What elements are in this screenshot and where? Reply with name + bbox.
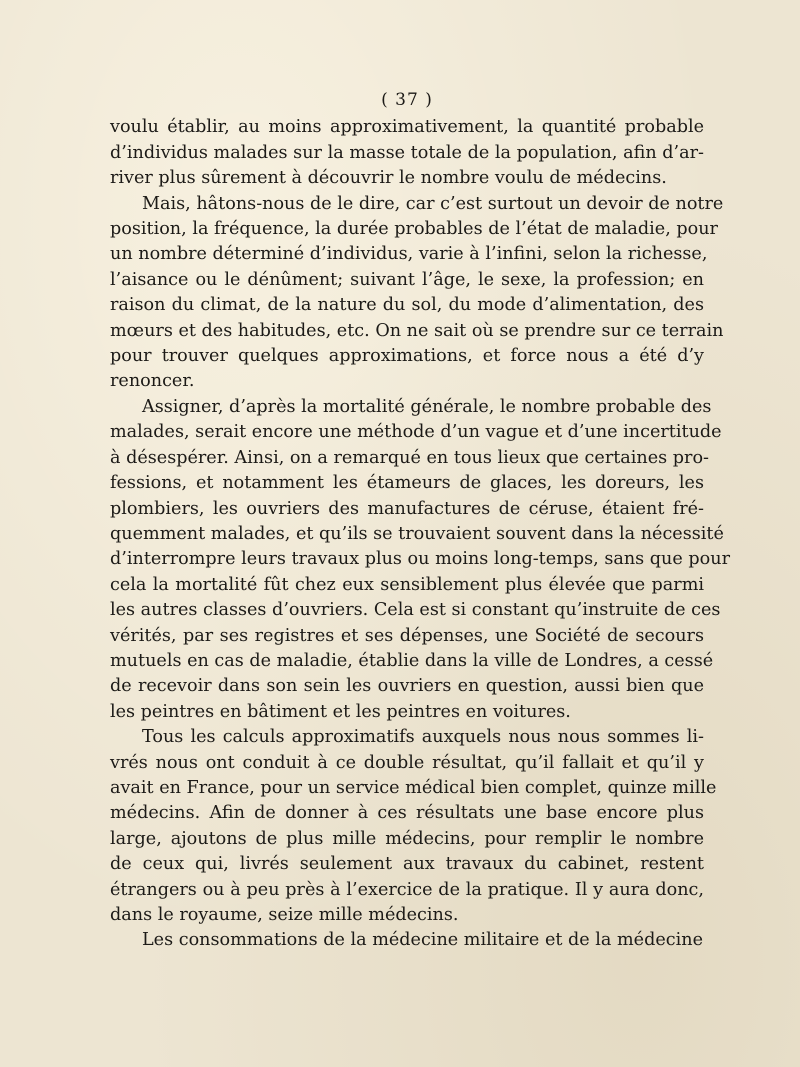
text-line: position, la fréquence, la durée probables de l’état de maladie, pour bbox=[110, 219, 718, 240]
text-line: plombiers, les ouvriers des manufactures de céruse, étaient fré- bbox=[110, 498, 704, 519]
text-line: Tous les calculs approximatifs auxquels nous nous sommes li- bbox=[142, 727, 704, 748]
text-line: à désespérer. Ainsi, on a remarqué en tous lieux que certaines pro- bbox=[110, 447, 709, 468]
text-line: Les consommations de la médecine militaire et de la médecine bbox=[142, 930, 703, 951]
text-line: d’interrompre leurs travaux plus ou moins long-temps, sans que pour bbox=[110, 549, 730, 570]
text-line: pour trouver quelques approximations, et force nous a été d’y bbox=[110, 346, 704, 367]
text-line: mœurs et des habitudes, etc. On ne sait où se prendre sur ce terrain bbox=[110, 320, 724, 341]
page-number: ( 37 ) bbox=[381, 90, 433, 110]
text-line: un nombre déterminé d’individus, varie à l’infini, selon la richesse, bbox=[110, 244, 708, 265]
text-line: raison du climat, de la nature du sol, du mode d’alimentation, des bbox=[110, 295, 704, 316]
text-line: dans le royaume, seize mille médecins. bbox=[110, 905, 459, 925]
paragraph bbox=[110, 115, 704, 191]
paragraph bbox=[110, 725, 717, 928]
text-line: avait en France, pour un service médical bien complet, quinze mille bbox=[110, 777, 717, 798]
text-line: médecins. Afin de donner à ces résultats une base encore plus bbox=[110, 803, 704, 824]
text-line: les peintres en bâtiment et les peintres en voitures. bbox=[110, 701, 571, 722]
text-line: malades, serait encore une méthode d’un vague et d’une incertitude bbox=[110, 422, 722, 443]
text-line: renoncer. bbox=[110, 371, 195, 392]
text-line: vérités, par ses registres et ses dépenses, une Société de secours bbox=[110, 625, 704, 646]
text-line: étrangers ou à peu près à l’exercice de la pratique. Il y aura donc, bbox=[110, 879, 704, 900]
text-line: fessions, et notamment les étameurs de glaces, les doreurs, les bbox=[110, 473, 704, 494]
text-line: les autres classes d’ouvriers. Cela est si constant qu’instruite de ces bbox=[110, 600, 721, 621]
paragraph bbox=[110, 928, 704, 953]
page-text bbox=[110, 88, 730, 954]
text-line: quemment malades, et qu’ils se trouvaient souvent dans la nécessité bbox=[110, 523, 724, 544]
text-line: cela la mortalité fût chez eux sensiblement plus élevée que parmi bbox=[110, 574, 704, 595]
text-line: voulu établir, au moins approximativement, la quantité probable bbox=[110, 117, 704, 138]
text-line: mutuels en cas de maladie, établie dans la ville de Londres, a cessé bbox=[110, 650, 714, 671]
text-line: Mais, hâtons-nous de le dire, car c’est surtout un devoir de notre bbox=[142, 193, 724, 214]
text-line: vrés nous ont conduit à ce double résultat, qu’il fallait et qu’il y bbox=[110, 752, 704, 773]
paragraph bbox=[110, 395, 730, 725]
text-line: de recevoir dans son sein les ouvriers en question, aussi bien que bbox=[110, 676, 704, 697]
text-line: large, ajoutons de plus mille médecins, pour remplir le nombre bbox=[110, 828, 704, 849]
text-line: river plus sûrement à découvrir le nombre voulu de médecins. bbox=[110, 168, 667, 189]
paragraphs bbox=[110, 115, 730, 953]
text-line: Assigner, d’après la mortalité générale, le nombre probable des bbox=[142, 396, 712, 417]
text-line: de ceux qui, livrés seulement aux travaux du cabinet, restent bbox=[110, 854, 704, 875]
paragraph bbox=[110, 192, 724, 395]
text-line: d’individus malades sur la masse totale de la population, afin d’ar- bbox=[110, 142, 704, 163]
text-line: l’aisance ou le dénûment; suivant l’âge, le sexe, la profession; en bbox=[110, 269, 704, 290]
